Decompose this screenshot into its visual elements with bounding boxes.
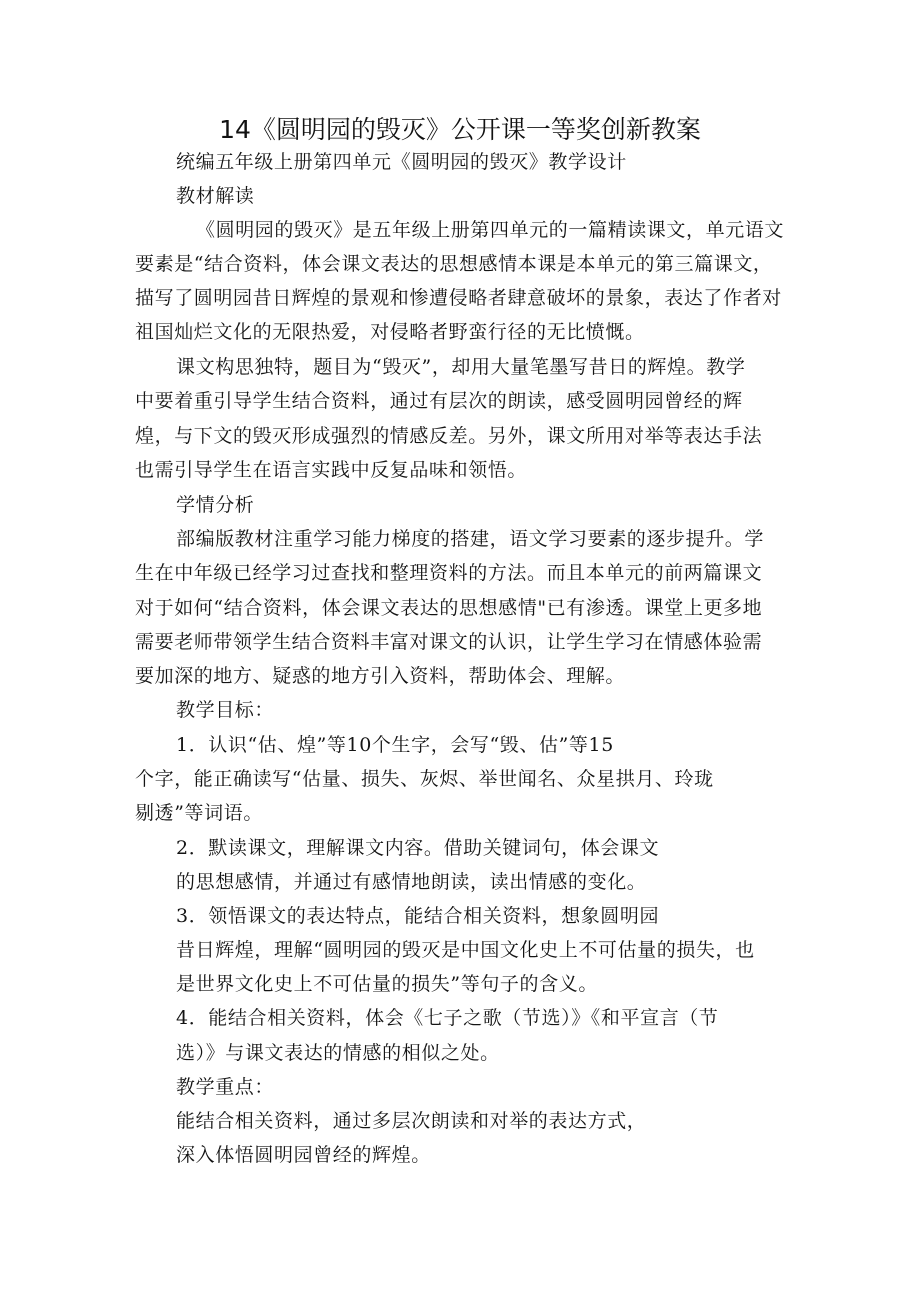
paragraph-line: 要加深的地方、疑惑的地方引入资料，帮助体会、理解。 xyxy=(135,665,626,687)
paragraph-line: 部编版教材注重学习能力梯度的搭建，语文学习要素的逐步提升。学 xyxy=(176,528,765,550)
document-title: 14《圆明园的毁灭》公开课一等奖创新教案 xyxy=(219,115,701,144)
list-item-continuation: 昔日辉煌，理解“圆明园的毁灭是中国文化史上不可估量的损失，也 xyxy=(176,939,755,961)
paragraph-line: 煌，与下文的毁灭形成强烈的情感反差。另外，课文所用对举等表达手法 xyxy=(135,425,763,447)
paragraph-line: 需要老师带领学生结合资料丰富对课文的认识，让学生学习在情感体验需 xyxy=(135,631,763,653)
paragraph-line: 祖国灿烂文化的无限热爱，对侵略者野蛮行径的无比愤慨。 xyxy=(135,321,645,343)
paragraph-line: 能结合相关资料，通过多层次朗读和对举的表达方式， xyxy=(176,1110,647,1132)
paragraph-line: 描写了圆明园昔日辉煌的景观和惨遭侵略者肆意破坏的景象，表达了作者对 xyxy=(135,287,782,309)
list-item: 2．默读课文，理解课文内容。借助关键词句，体会课文 xyxy=(176,837,660,859)
list-item-continuation: 的思想感情，并通过有感情地朗读，读出情感的变化。 xyxy=(176,871,647,893)
list-item-continuation: 是世界文化史上不可估量的损失”等句子的含义。 xyxy=(176,973,598,995)
list-item: 1．认识“估、煌”等10个生字，会写“毁、估”等15 xyxy=(176,734,614,756)
section-heading-textbook: 教材解读 xyxy=(176,185,255,207)
paragraph-line: 生在中年级已经学习过查找和整理资料的方法。而且本单元的前两篇课文 xyxy=(135,562,763,584)
paragraph-line: 课文构思独特，题目为“毁灭”，却用大量笔墨写昔日的辉煌。教学 xyxy=(176,356,746,378)
section-heading-learning: 学情分析 xyxy=(176,494,255,516)
paragraph-line: 要素是“结合资料，体会课文表达的思想感情本课是本单元的第三篇课文， xyxy=(135,253,773,275)
list-item-continuation: 选）》与课文表达的情感的相似之处。 xyxy=(176,1042,500,1064)
list-item: 4．能结合相关资料，体会《七子之歌（节选）》《和平宣言（节 xyxy=(176,1007,719,1029)
subtitle-line: 统编五年级上册第四单元《圆明园的毁灭》教学设计 xyxy=(176,151,627,173)
section-heading-goals: 教学目标： xyxy=(176,699,275,721)
section-heading-focus: 教学重点： xyxy=(176,1076,275,1098)
paragraph-line: 对于如何“结合资料，体会课文表达的思想感情"已有渗透。课堂上更多地 xyxy=(135,597,763,619)
list-item-continuation: 个字，能正确读写“估量、损失、灰烬、举世闻名、众星拱月、玲珑 xyxy=(135,768,714,790)
paragraph-line: 《圆明园的毁灭》是五年级上册第四单元的一篇精读课文，单元语文 xyxy=(196,219,785,241)
paragraph-line: 深入体悟圆明园曾经的辉煌。 xyxy=(176,1144,431,1166)
paragraph-line: 也需引导学生在语言实践中反复品味和领悟。 xyxy=(135,459,528,481)
list-item: 3．领悟课文的表达特点，能结合相关资料，想象圆明园 xyxy=(176,905,660,927)
paragraph-line: 中要着重引导学生结合资料，通过有层次的朗读，感受圆明园曾经的辉 xyxy=(135,390,743,412)
list-item-continuation: 剔透”等词语。 xyxy=(135,802,263,824)
